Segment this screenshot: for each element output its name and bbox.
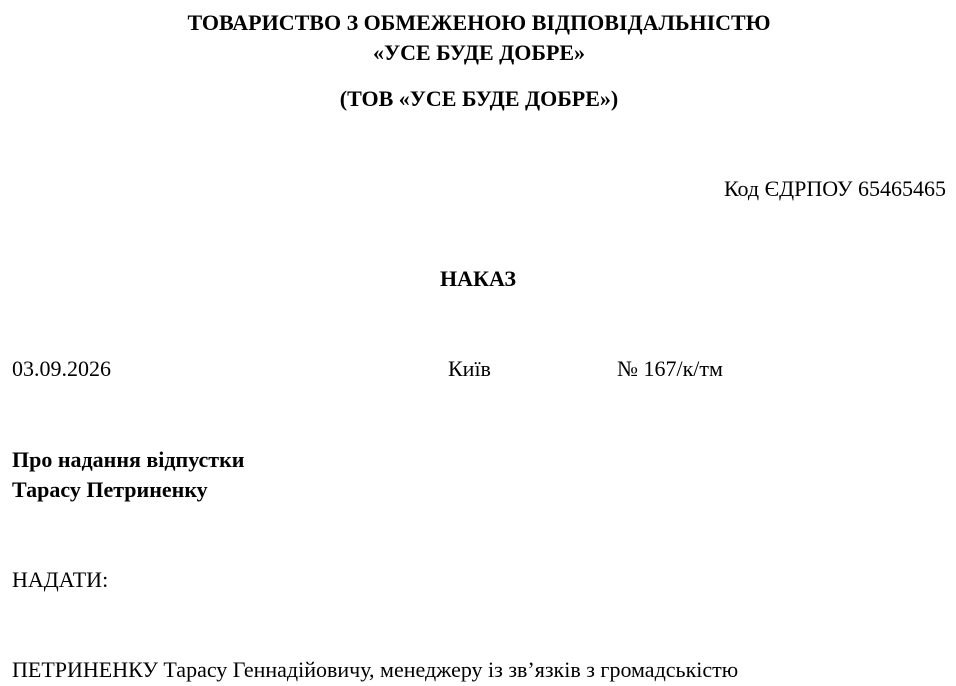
order-body-line1: ПЕТРИНЕНКУ Тарасу Геннадійовичу, менеджеру із зв’язків з громадськістю [12, 657, 739, 682]
document-title: НАКАЗ [440, 266, 516, 291]
subject-line2: Тарасу Петриненку [12, 477, 208, 502]
organization-full-name-line1: ТОВАРИСТВО З ОБМЕЖЕНОЮ ВІДПОВІДАЛЬНІСТЮ [187, 10, 771, 35]
document-number: № 167/к/тм [617, 356, 723, 381]
document-city: Київ [448, 356, 491, 381]
order-verb: НАДАТИ: [12, 567, 109, 592]
organization-short-name: (ТОВ «УСЕ БУДЕ ДОБРЕ») [339, 86, 619, 111]
organization-full-name-line2: «УСЕ БУДЕ ДОБРЕ» [372, 40, 586, 65]
subject-line1: Про надання відпустки [12, 447, 245, 472]
edrpou-code: Код ЄДРПОУ 65465465 [723, 176, 946, 201]
document-date: 03.09.2026 [12, 356, 111, 381]
